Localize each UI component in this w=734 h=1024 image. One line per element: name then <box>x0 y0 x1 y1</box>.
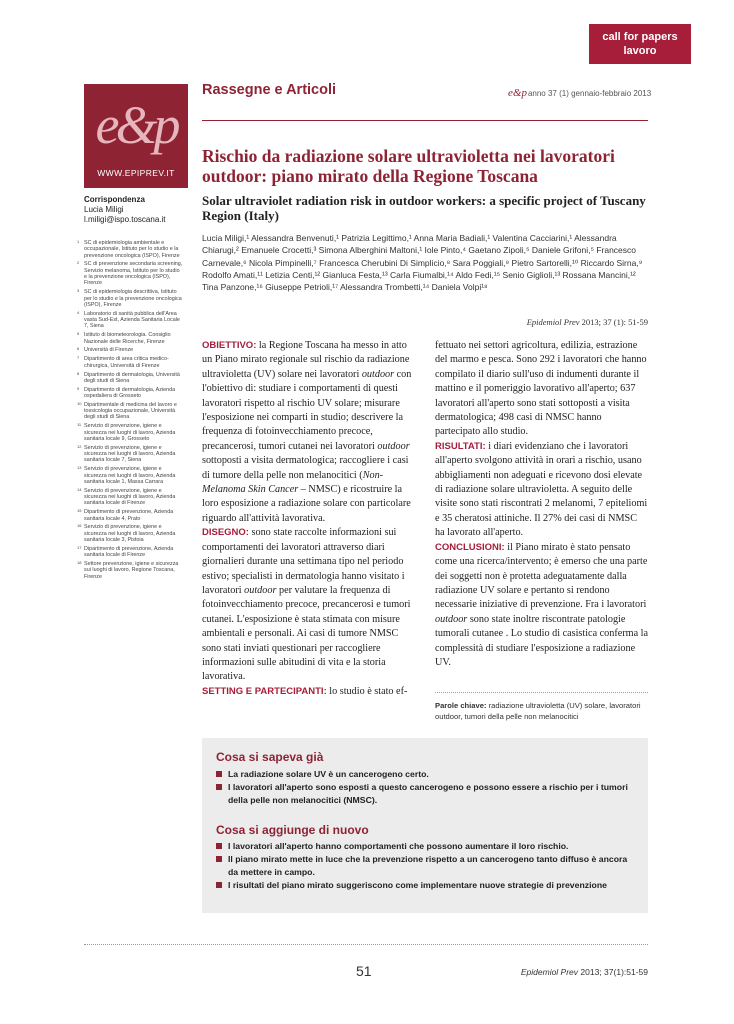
author-list: Lucia Miligi,¹ Alessandra Benvenuti,¹ Patrizia Legittimo,¹ Anna Maria Badiali,¹ Valentina Cacciarini,¹ Alessandra Chiarugi,² Emanuele Crocetti,³ Simona Alberghini Maltoni,¹ Iole Pinto,⁴ Gaetano Zipoli,⁵ Daniele Grifoni,⁵ Francesco Carnevale,⁶ Nicola Pimpinelli,⁷ Francesca Cherubini Di Simplicio,⁸ Sara Poggiali,⁹ Pietro Sartorelli,¹⁰ Riccardo Sirna,⁹ Rodolfo Amati,¹¹ Letizia Centi,¹² Gianluca Festa,¹³ Carla Fiumalbi,¹⁴ Aldo Fedi,¹⁵ Senio Giglioli,¹³ Rossana Mancini,¹² Tina Panzone,¹⁶ Giuseppe Petrioli,¹⁷ Alessandra Trombetti,¹⁴ Daniela Volpi¹⁸ <box>202 233 643 293</box>
footer-journal: Epidemiol Prev <box>520 967 579 977</box>
affiliation-item <box>77 443 184 464</box>
affiliation-number: 18 <box>77 560 82 566</box>
objective-text: la Regione Toscana ha messo in atto un Piano mirato regionale sul rischio da radiazione ultravioletta (UV) solare nei lavoratori <box>202 340 410 380</box>
affiliation-item <box>77 523 184 544</box>
affiliation-number: 12 <box>77 443 82 449</box>
page-number: 51 <box>356 963 372 979</box>
affiliation-item <box>77 544 184 559</box>
design-text: per valutare la frequenza di fotoinvecchiamento precoce, precancerosi e tumori cutanei. L'esposizione è stata stimata con misure ambientali e personali. Ai casi di tumore NMSC sono stati inviati questionari per raccogliere informazioni sulle abitudini di vita e la storia lavorativa. <box>202 584 411 683</box>
affiliation-number: 6 <box>77 346 80 352</box>
footer-divider <box>84 944 648 945</box>
affiliation-item <box>77 309 184 330</box>
affiliation-item <box>77 346 184 354</box>
objective-text: – NMSC) e ricostruire la loro esposizione a radiazione solare con particolare riguardo all'attività lavorativa. <box>202 484 411 524</box>
objective-outdoor-term: outdoor <box>361 368 395 380</box>
objective-text: sottoposti a visita dermatologica; raccogliere i casi di tumore della pelle non melanocitici ( <box>202 455 409 481</box>
nmsc-term: Non-Melanoma Skin Cancer <box>202 469 384 496</box>
affiliation-text: Laboratorio di sanità pubblica dell'Area vasta Sud-Est, Azienda Sanitaria Locale 7, Siena <box>84 310 180 330</box>
journal-mark: e&p <box>508 87 527 99</box>
tag-line-2: lavoro <box>623 45 657 57</box>
affiliation-item <box>77 486 184 507</box>
logo-url: WWW.EPIPREV.IT <box>97 168 175 178</box>
results-text: i diari evidenziano che i lavoratori all'aperto svolgono attività in orari a rischio, usano abbigliamenti non adeguati e ricevono dosi elevate di radiazione solare ultravioletta. A seguito delle visite sono stati riscontrati 2 melanomi, 7 epiteliomi e 35 cheratosi attiniche. Il 27% dei casi di NMSC ha lavorato all'aperto. <box>435 440 648 539</box>
objective-label: OBIETTIVO: <box>202 340 257 351</box>
setting-text-head: lo studio è stato ef- <box>329 685 408 697</box>
affiliation-number: 9 <box>77 385 80 391</box>
affiliation-number: 3 <box>77 288 80 294</box>
affiliation-text: Dipartimentale di medicina del lavoro e tossicologia occupazionale, Università degli studi di Siena <box>84 401 177 421</box>
journal-logo <box>84 84 188 188</box>
affiliation-item <box>77 288 184 308</box>
key-point-item <box>216 840 636 853</box>
setting-text-tail: fettuato nei settori agricoltura, edilizia, estrazione del marmo e pesca. Sono 292 i lavoratori che hanno compilato il diario sull'uso di indumenti durante il mattino e il pomeriggio lavorativo all'aperto; 637 lavoratori all'aperto sono stati sottoposti a visita dermatologica; 498 casi di NMSC hanno partecipato allo studio. <box>435 340 647 438</box>
call-for-papers-tag <box>589 24 691 64</box>
affiliation-text: Dipartimento di dermatologia, Azienda ospedaliera di Grosseto <box>84 386 176 399</box>
correspondence-name: Lucia Miligi <box>84 205 124 214</box>
design-label: DISEGNO: <box>202 527 249 539</box>
affiliation-text: Settore prevenzione, igiene e sicurezza sui luoghi di lavoro, Regione Toscana, Firenze <box>84 561 179 580</box>
bullet-square-icon <box>216 843 222 849</box>
affiliation-text: SC di epidemiologia descrittiva, Istituto per lo studio e la prevenzione oncologica (ISPO), Firenze <box>84 289 182 308</box>
abstract-results <box>435 440 648 541</box>
affiliation-number: 4 <box>77 309 80 315</box>
footer-citation <box>498 967 648 977</box>
correspondence-email[interactable]: l.miligi@ispo.toscana.it <box>84 215 166 224</box>
conclusions-text: sono state inoltre riscontrate patologie tumorali cutanee . Lo studio di casistica conferma la complessità di studiare l'esposizione a radiazione UV. <box>435 613 649 668</box>
affiliation-number: 17 <box>77 544 82 550</box>
affiliation-text: Dipartimento di dermatologia, Università degli studi di Siena <box>84 371 180 384</box>
affiliation-number: 8 <box>77 370 80 376</box>
bullet-square-icon <box>216 856 222 862</box>
abstract-objective <box>202 339 415 526</box>
keywords-label: Parole chiave: <box>435 701 487 710</box>
new-list <box>216 840 636 892</box>
footer-ref: 2013; 37(1):51-59 <box>580 967 648 977</box>
affiliation-number: 7 <box>77 355 80 361</box>
objective-outdoor-term: outdoor <box>377 440 410 452</box>
affiliation-text: Servizio di prevenzione, igiene e sicurezza nei luoghi di lavoro, Azienda sanitaria locale 1, Massa Carrara <box>84 466 176 485</box>
affiliation-text: Università di Firenze <box>84 347 134 354</box>
affiliation-text: Servizio di prevenzione, igiene e sicurezza nei luoghi di lavoro, Azienda sanitaria locale di Firenze <box>84 487 176 507</box>
affiliation-text: Servizio di prevenzione, igiene e sicurezza nei luoghi di lavoro, Azienda sanitaria locale 7, Siena <box>84 444 176 464</box>
key-point-text: I lavoratori all'aperto hanno comportamenti che possono aumentare il loro rischio. <box>228 841 569 851</box>
objective-text: con l'obiettivo di: studiare i comportamenti di questi lavoratori rispetto al rischio UV solare; misurare l'esposizione nei comparti in studio; descrivere la frequenza di fotoinvecchiamento precoce, precancerosi, tumori cutanei nei lavoratori <box>202 368 412 452</box>
section-title: Rassegne e Articoli <box>202 82 337 98</box>
affiliation-item <box>77 260 184 287</box>
results-label: RISULTATI: <box>435 440 486 452</box>
bullet-square-icon <box>216 784 222 790</box>
affiliation-text: Istituto di biometeorologia. Consiglio Nazionale delle Ricerche, Firenze <box>84 332 171 345</box>
affiliation-text: SC di prevenzione secondaria screening, Servizio melanoma, Istituto per lo studio e la prevenzione oncologica (ISPO), Firenze <box>84 261 183 287</box>
abstract-design <box>202 526 415 684</box>
setting-label: SETTING E PARTECIPANTI: <box>202 685 327 697</box>
keywords-divider <box>435 692 648 693</box>
key-point-item <box>216 781 636 807</box>
key-point-item <box>216 853 636 879</box>
key-point-text: Il piano mirato mette in luce che la prevenzione rispetto a un cancerogeno tanto diffuso è ancora da mettere in campo. <box>228 854 628 877</box>
conclusions-outdoor-term: outdoor <box>435 613 468 625</box>
key-points-box <box>202 738 648 913</box>
affiliation-item <box>77 331 184 345</box>
affiliation-text: Servizio di prevenzione, igiene e sicurezza nei luoghi di lavoro, Azienda sanitaria locale 9, Grosseto <box>84 423 176 442</box>
design-text: sono state raccolte informazioni sui comportamenti dei lavoratori attraverso diari giornalieri durante una settimana tipo nel periodo estivo; specialisti in dermatologia hanno visitato i lavoratori <box>202 527 405 596</box>
key-point-item <box>216 879 636 892</box>
correspondence-label: Corrispondenza <box>84 195 145 204</box>
affiliation-text: SC di epidemiologia ambientale e occupazionale, Istituto per lo studio e la prevenzione oncologica (ISPO), Firenze <box>84 240 180 259</box>
key-point-text: La radiazione solare UV è un cancerogeno certo. <box>228 769 429 779</box>
key-point-item <box>216 768 636 781</box>
journal-issue-text: anno 37 (1) gennaio-febbraio 2013 <box>527 89 652 98</box>
key-point-text: I risultati del piano mirato suggeriscono come implementare nuove strategie di prevenzione <box>228 880 607 890</box>
affiliation-item <box>77 355 184 369</box>
affiliation-number: 2 <box>77 260 80 266</box>
affiliation-item <box>77 560 184 580</box>
article-title-italian: Rischio da radiazione solare ultravioletta nei lavoratori outdoor: piano mirato della Regione Toscana <box>202 146 615 186</box>
abstract-conclusions <box>435 541 648 671</box>
key-point-text: I lavoratori all'aperto sono esposti a questo cancerogeno e possono essere a rischio per i tumori della pelle non melanocitici (NMSC). <box>228 782 628 805</box>
affiliation-item <box>77 422 184 442</box>
article-citation <box>420 317 648 327</box>
affiliation-item <box>77 385 184 400</box>
affiliation-text: Dipartimento di prevenzione, Azienda sanitaria locale 4, Prato <box>84 509 174 522</box>
bullet-square-icon <box>216 771 222 777</box>
abstract-setting <box>202 685 415 699</box>
citation-journal: Epidemiol Prev <box>526 317 580 327</box>
affiliation-number: 14 <box>77 486 82 492</box>
affiliation-number: 1 <box>77 239 80 244</box>
affiliation-text: Dipartimento di prevenzione, Azienda sanitaria locale di Firenze <box>84 545 174 559</box>
affiliation-number: 15 <box>77 508 82 514</box>
conclusions-text: il Piano mirato è stato pensato come una ricerca/intervento; è emerso che una parte dei soggetti non è protetta adeguatamente dalla radiazione UV solare e pertanto si rendono necessarie iniziative di prevenzione. Fra i lavoratori <box>435 541 648 611</box>
journal-issue-ref <box>508 87 651 99</box>
article-title-english: Solar ultraviolet radiation risk in outdoor workers: a specific project of Tuscany Region (Italy) <box>202 193 646 223</box>
affiliations-list <box>77 239 184 583</box>
known-heading: Cosa si sapeva già <box>216 750 324 764</box>
design-outdoor-term: outdoor <box>244 584 277 596</box>
known-list <box>216 768 636 807</box>
affiliation-number: 11 <box>77 422 82 428</box>
header-divider <box>202 120 648 121</box>
affiliation-number: 10 <box>77 400 82 406</box>
abstract-column-1 <box>202 339 415 699</box>
abstract-column-2 <box>435 339 648 670</box>
keywords <box>435 700 648 722</box>
conclusions-label: CONCLUSIONI: <box>435 541 505 553</box>
citation-ref: 2013; 37 (1): 51-59 <box>581 317 648 327</box>
affiliation-item <box>77 400 184 421</box>
affiliation-item <box>77 239 184 259</box>
affiliation-item <box>77 465 184 485</box>
tag-line-1: call for papers <box>602 31 678 43</box>
affiliation-number: 13 <box>77 465 82 471</box>
affiliation-text: Dipartimento di area critica medico-chirurgica, Università di Firenze <box>84 356 169 369</box>
affiliation-text: Servizio di prevenzione, igiene e sicurezza nei luoghi di lavoro, Azienda sanitaria locale 3, Pistoia <box>84 524 176 544</box>
affiliation-item <box>77 370 184 385</box>
logo-mark: e&p <box>95 95 177 155</box>
affiliation-number: 16 <box>77 523 82 529</box>
bullet-square-icon <box>216 882 222 888</box>
new-heading: Cosa si aggiunge di nuovo <box>216 823 369 837</box>
affiliation-item <box>77 508 184 522</box>
keywords-text: radiazione ultravioletta (UV) solare, lavoratori outdoor, tumori della pelle non melanocitici <box>435 701 641 721</box>
affiliation-number: 5 <box>77 331 80 337</box>
